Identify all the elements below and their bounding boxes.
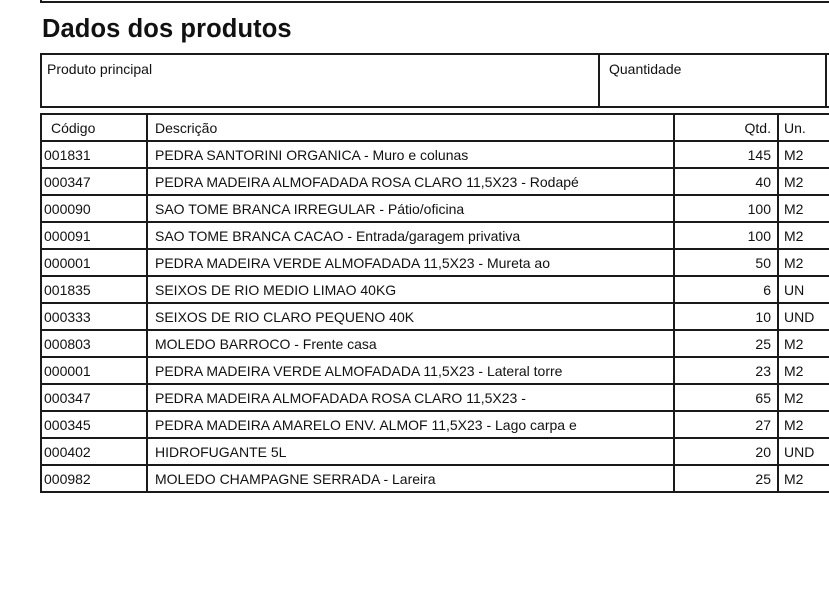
cell-unit: M2 [778, 357, 829, 384]
cell-code: 000001 [41, 357, 147, 384]
cell-qty: 20 [674, 438, 778, 465]
table-row [41, 411, 829, 438]
cell-unit: M2 [778, 465, 829, 492]
cell-unit: M2 [778, 411, 829, 438]
cell-description: PEDRA SANTORINI ORGANICA - Muro e colunas [147, 141, 674, 168]
cell-code: 000402 [41, 438, 147, 465]
quantity-label: Quantidade [609, 61, 682, 77]
cell-code: 000333 [41, 303, 147, 330]
cell-description: SEIXOS DE RIO CLARO PEQUENO 40K [147, 303, 674, 330]
cell-code: 000345 [41, 411, 147, 438]
cell-qty: 65 [674, 384, 778, 411]
table-row [41, 465, 829, 492]
cell-description: MOLEDO BARROCO - Frente casa [147, 330, 674, 357]
table-row [41, 303, 829, 330]
column-header-code: Código [41, 114, 147, 141]
cell-description: SAO TOME BRANCA IRREGULAR - Pátio/oficina [147, 195, 674, 222]
cell-unit: M2 [778, 330, 829, 357]
table-row [41, 438, 829, 465]
cell-description: SEIXOS DE RIO MEDIO LIMAO 40KG [147, 276, 674, 303]
cell-description: SAO TOME BRANCA CACAO - Entrada/garagem privativa [147, 222, 674, 249]
table-row [41, 357, 829, 384]
cell-unit: M2 [778, 249, 829, 276]
cell-description: PEDRA MADEIRA VERDE ALMOFADADA 11,5X23 - Lateral torre [147, 357, 674, 384]
table-row [41, 249, 829, 276]
cell-description: HIDROFUGANTE 5L [147, 438, 674, 465]
table-row [41, 168, 829, 195]
cell-unit: M2 [778, 141, 829, 168]
cell-code: 000090 [41, 195, 147, 222]
cell-unit: M2 [778, 222, 829, 249]
table-row [41, 195, 829, 222]
cell-description: MOLEDO CHAMPAGNE SERRADA - Lareira [147, 465, 674, 492]
cell-unit: UN [778, 276, 829, 303]
cell-unit: UND [778, 438, 829, 465]
table-header-row [41, 114, 829, 141]
cell-qty: 100 [674, 222, 778, 249]
table-row [41, 141, 829, 168]
section-title: Dados dos produtos [42, 15, 292, 43]
cell-qty: 27 [674, 411, 778, 438]
main-product-label: Produto principal [47, 61, 153, 77]
cell-code: 001831 [41, 141, 147, 168]
table-row [41, 330, 829, 357]
column-header-unit: Un. [778, 114, 829, 141]
cell-description: PEDRA MADEIRA ALMOFADADA ROSA CLARO 11,5X23 - Rodapé [147, 168, 674, 195]
main-product-field [42, 55, 600, 106]
cell-code: 000347 [41, 384, 147, 411]
cell-qty: 23 [674, 357, 778, 384]
cell-qty: 10 [674, 303, 778, 330]
cell-qty: 145 [674, 141, 778, 168]
cell-unit: M2 [778, 168, 829, 195]
cell-description: PEDRA MADEIRA ALMOFADADA ROSA CLARO 11,5X23 - [147, 384, 674, 411]
cell-code: 000347 [41, 168, 147, 195]
cell-description: PEDRA MADEIRA VERDE ALMOFADADA 11,5X23 - Mureta ao [147, 249, 674, 276]
cell-qty: 40 [674, 168, 778, 195]
cell-qty: 25 [674, 465, 778, 492]
cell-code: 001835 [41, 276, 147, 303]
table-row [41, 222, 829, 249]
cell-code: 000803 [41, 330, 147, 357]
quantity-field [600, 55, 827, 106]
cell-unit: M2 [778, 384, 829, 411]
cell-code: 000091 [41, 222, 147, 249]
products-table [40, 113, 829, 493]
cell-qty: 50 [674, 249, 778, 276]
column-header-qty: Qtd. [674, 114, 778, 141]
previous-section-box [40, 0, 829, 3]
cell-code: 000982 [41, 465, 147, 492]
column-header-description: Descrição [147, 114, 674, 141]
cell-qty: 25 [674, 330, 778, 357]
table-row [41, 276, 829, 303]
cell-unit: M2 [778, 195, 829, 222]
cell-unit: UND [778, 303, 829, 330]
cell-description: PEDRA MADEIRA AMARELO ENV. ALMOF 11,5X23 - Lago carpa e [147, 411, 674, 438]
cell-qty: 6 [674, 276, 778, 303]
cell-qty: 100 [674, 195, 778, 222]
table-row [41, 384, 829, 411]
main-product-box [40, 53, 829, 108]
cell-code: 000001 [41, 249, 147, 276]
